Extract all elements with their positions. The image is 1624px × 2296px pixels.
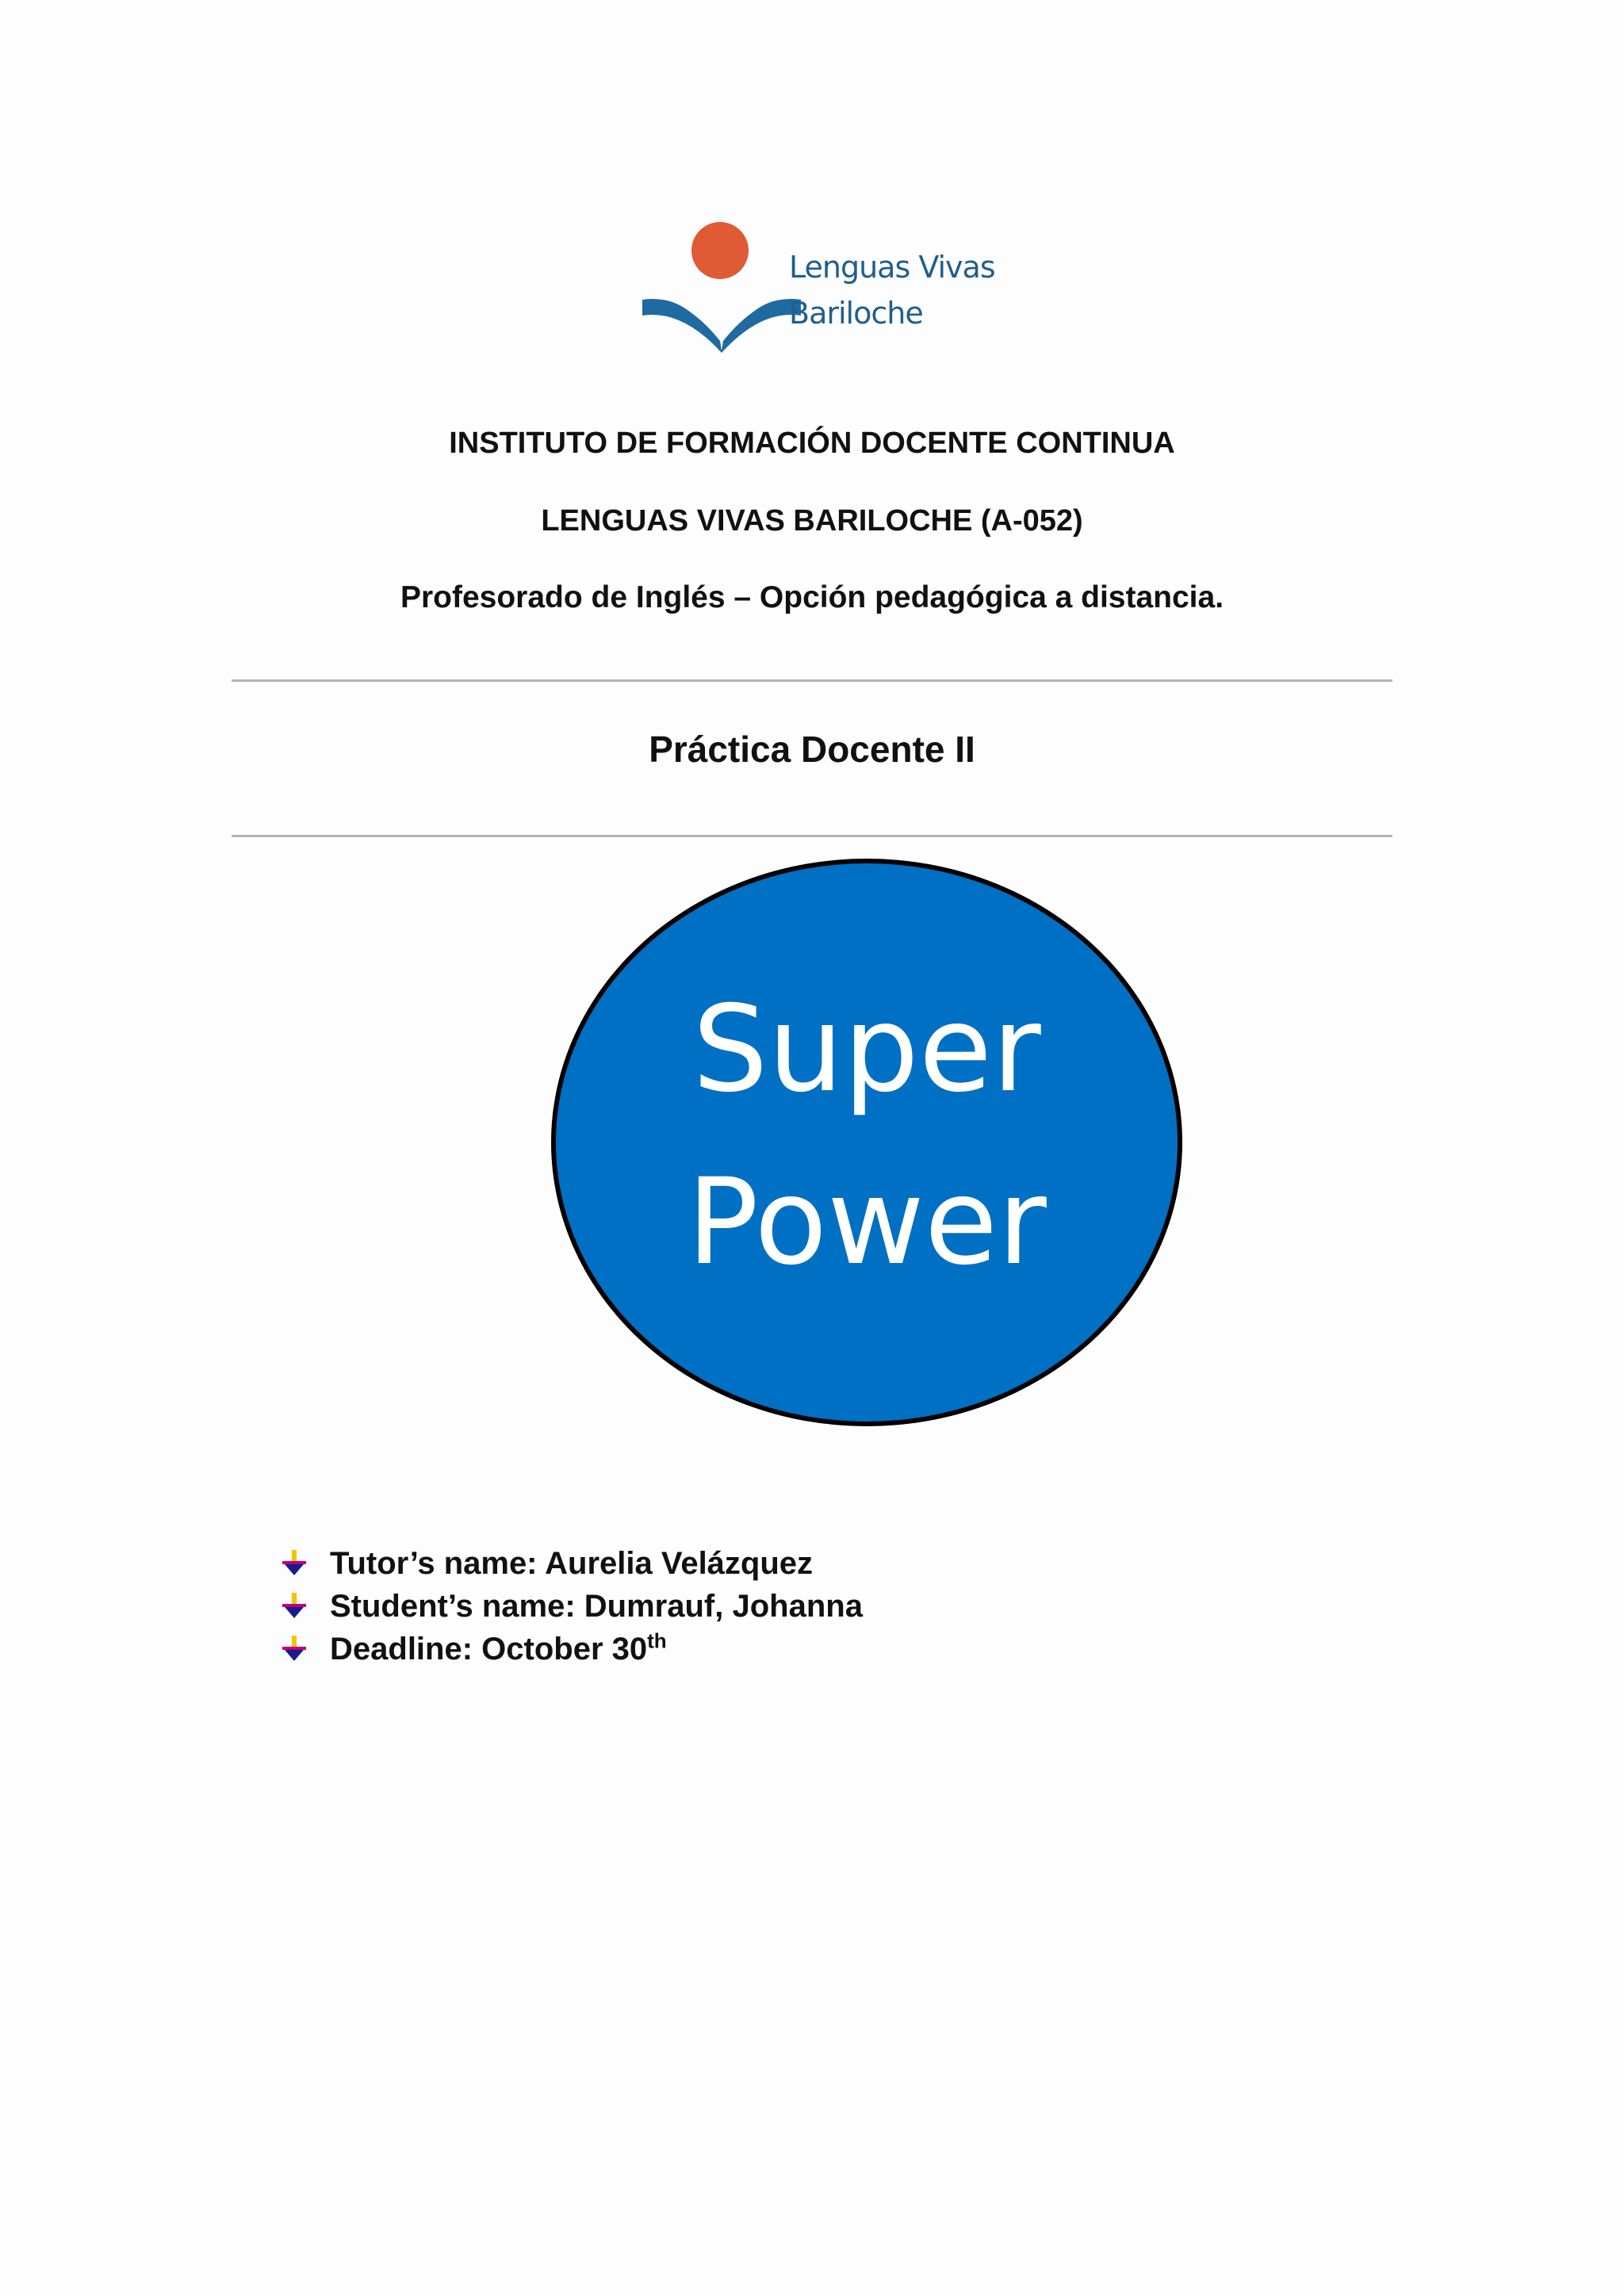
list-item-student: [282, 1585, 863, 1628]
institution-logo: [642, 214, 995, 365]
list-item-tutor: [282, 1542, 863, 1585]
logo-line-2: Bariloche: [789, 296, 923, 331]
school-heading: LENGUAS VIVAS BARILOCHE (A-052): [541, 504, 1083, 538]
logo-text: [789, 244, 995, 336]
circle-text-line-2: Power: [687, 1154, 1047, 1292]
student-name: Student’s name: Dumrauf, Johanna: [330, 1589, 863, 1624]
logo-line-1: Lenguas Vivas: [789, 250, 995, 285]
tutor-name: Tutor’s name: Aurelia Velázquez: [330, 1546, 814, 1581]
subject-title: Práctica Docente II: [649, 729, 975, 770]
deadline: Deadline: October 30: [330, 1632, 648, 1667]
divider-bottom: [232, 835, 1392, 837]
list-item-deadline: [282, 1628, 863, 1670]
info-list: [282, 1542, 863, 1670]
arrow-down-bullet-icon: [282, 1636, 306, 1663]
super-power-circle: [551, 859, 1182, 1426]
arrow-down-bullet-icon: [282, 1593, 306, 1620]
divider-top: [232, 679, 1392, 682]
institute-heading: INSTITUTO DE FORMACIÓN DOCENTE CONTINUA: [449, 427, 1175, 460]
circle-text-line-1: Super: [692, 981, 1041, 1119]
deadline-ordinal-suffix: th: [647, 1628, 667, 1653]
arrow-down-bullet-icon: [282, 1550, 306, 1577]
program-heading: Profesorado de Inglés – Opción pedagógica a distancia.: [400, 580, 1224, 614]
